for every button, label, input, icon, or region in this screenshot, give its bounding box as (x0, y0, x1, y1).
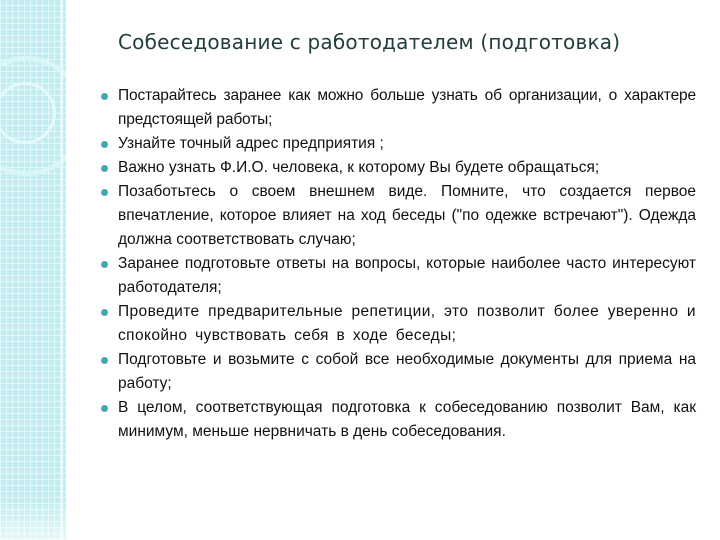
bullet-dot-icon (101, 261, 108, 268)
bullet-dot-icon (101, 165, 108, 172)
bullet-dot-icon (101, 141, 108, 148)
side-panel-fade (0, 500, 78, 540)
bullet-dot-icon (101, 405, 108, 412)
side-divider-line (61, 0, 63, 540)
slide-title: Собеседование с работодателем (подготовка) (118, 30, 621, 54)
bullet-text: Заранее подготовьте ответы на вопросы, которые наиболее часто интересуют работодателя; (118, 255, 696, 296)
bullet-text: Позаботьтесь о своем внешнем виде. Помните, что создается первое впечатление, которое влияет на ход беседы ("по одежке встречают"). Одежда должна соответствовать случаю; (118, 183, 696, 248)
bullet-text: Подготовьте и возьмите с собой все необходимые документы для приема на работу; (118, 351, 696, 392)
bullet-text: Постарайтесь заранее как можно больше узнать об организации, о характере предстоящей работы; (118, 87, 696, 128)
bullet-item (118, 396, 696, 444)
bullet-item (118, 132, 696, 156)
bullet-item (118, 348, 696, 396)
bullet-dot-icon (101, 309, 108, 316)
bullet-item (118, 156, 696, 180)
bullet-text: Узнайте точный адрес предприятия ; (118, 135, 384, 152)
bullet-text: В целом, соответствующая подготовка к собеседованию позволит Вам, как минимум, меньше нервничать в день собеседования. (118, 399, 696, 440)
bullet-dot-icon (101, 357, 108, 364)
bullet-text: Проведите предварительные репетиции, это позволит более уверенно и спокойно чувствовать себя в ходе беседы; (118, 303, 696, 344)
bullet-text: Важно узнать Ф.И.О. человека, к которому Вы будете обращаться; (118, 159, 600, 176)
bullet-item (118, 300, 696, 348)
slide-content (118, 84, 696, 444)
decorative-side-panel (0, 0, 78, 540)
bullet-item (118, 84, 696, 132)
bullet-item (118, 252, 696, 300)
side-panel-edge (66, 0, 78, 540)
bullet-list (118, 84, 696, 444)
bullet-dot-icon (101, 189, 108, 196)
bullet-item (118, 180, 696, 252)
bullet-dot-icon (101, 93, 108, 100)
